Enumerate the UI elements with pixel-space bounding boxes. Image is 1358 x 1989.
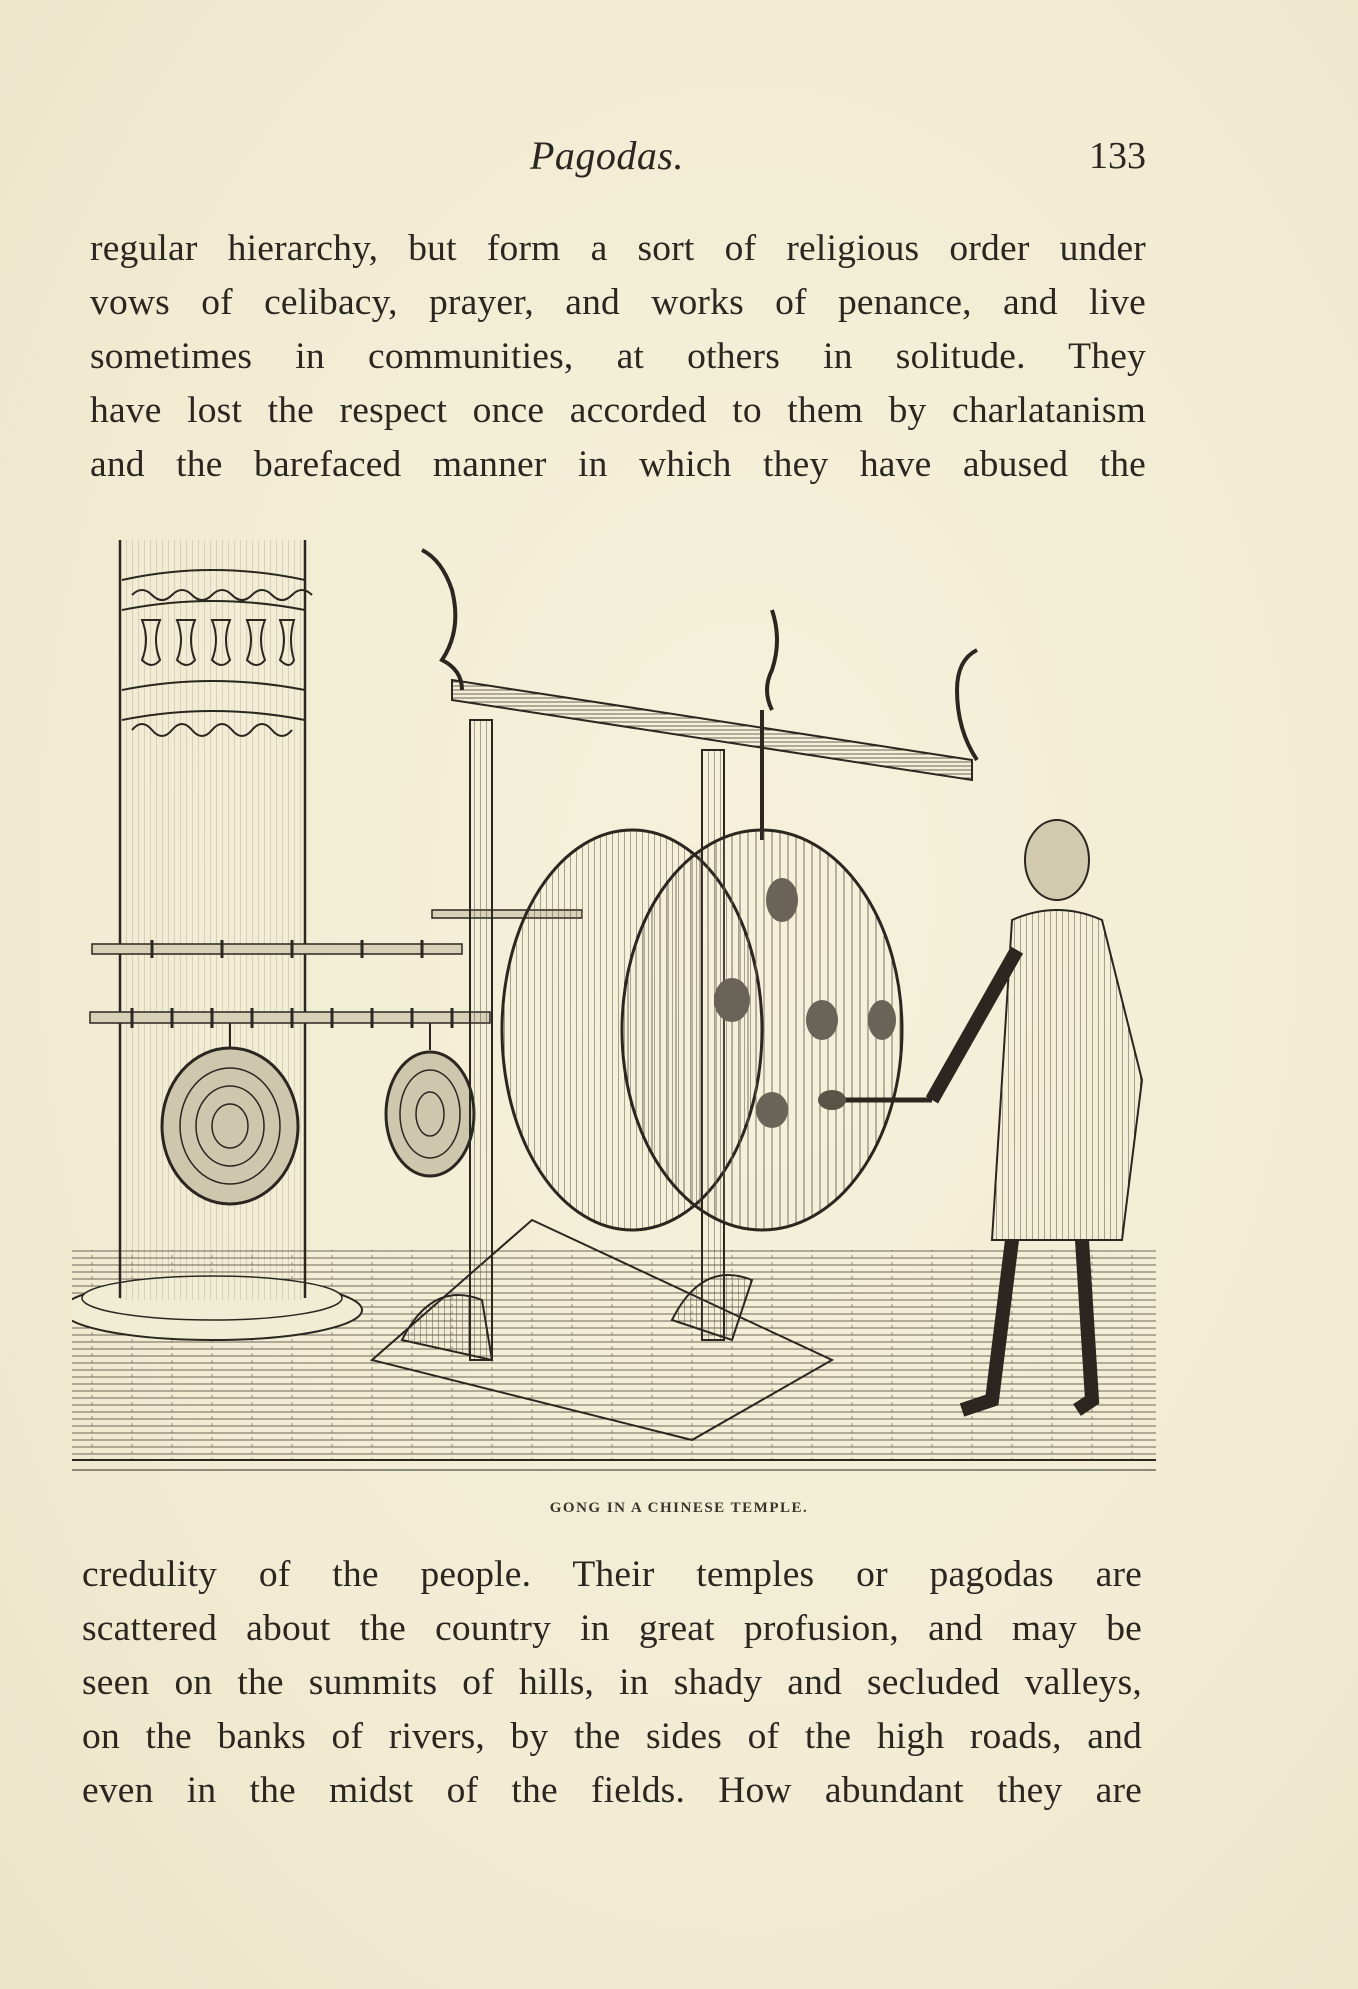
running-head bbox=[90, 132, 1146, 192]
text-line: on the banks of rivers, by the sides of the high roads, and bbox=[82, 1716, 1142, 1757]
small-gong-right bbox=[386, 1023, 474, 1176]
text-line: and the barefaced manner in which they have abused the bbox=[90, 444, 1146, 485]
text-line: sometimes in communities, at others in solitude. They bbox=[90, 336, 1146, 377]
paragraph-top bbox=[90, 222, 1146, 492]
text-line: scattered about the country in great profusion, and may be bbox=[82, 1608, 1142, 1649]
text-line: have lost the respect once accorded to them by charlatanism bbox=[90, 390, 1146, 431]
text-line: even in the midst of the fields. How abundant they are bbox=[82, 1770, 1142, 1811]
paragraph-bottom bbox=[82, 1548, 1142, 1818]
text-line: regular hierarchy, but form a sort of religious order under bbox=[90, 228, 1146, 269]
text-line: seen on the summits of hills, in shady and secluded valleys, bbox=[82, 1662, 1142, 1703]
running-title: Pagodas. bbox=[530, 133, 684, 178]
page-number: 133 bbox=[1089, 135, 1146, 177]
temple-column bbox=[72, 540, 362, 1340]
text-line: vows of celibacy, prayer, and works of penance, and live bbox=[90, 282, 1146, 323]
text-line: credulity of the people. Their temples or pagodas are bbox=[82, 1554, 1142, 1595]
engraving-gong-illustration bbox=[72, 520, 1156, 1480]
figure-caption: GONG IN A CHINESE TEMPLE. bbox=[549, 1500, 809, 1516]
